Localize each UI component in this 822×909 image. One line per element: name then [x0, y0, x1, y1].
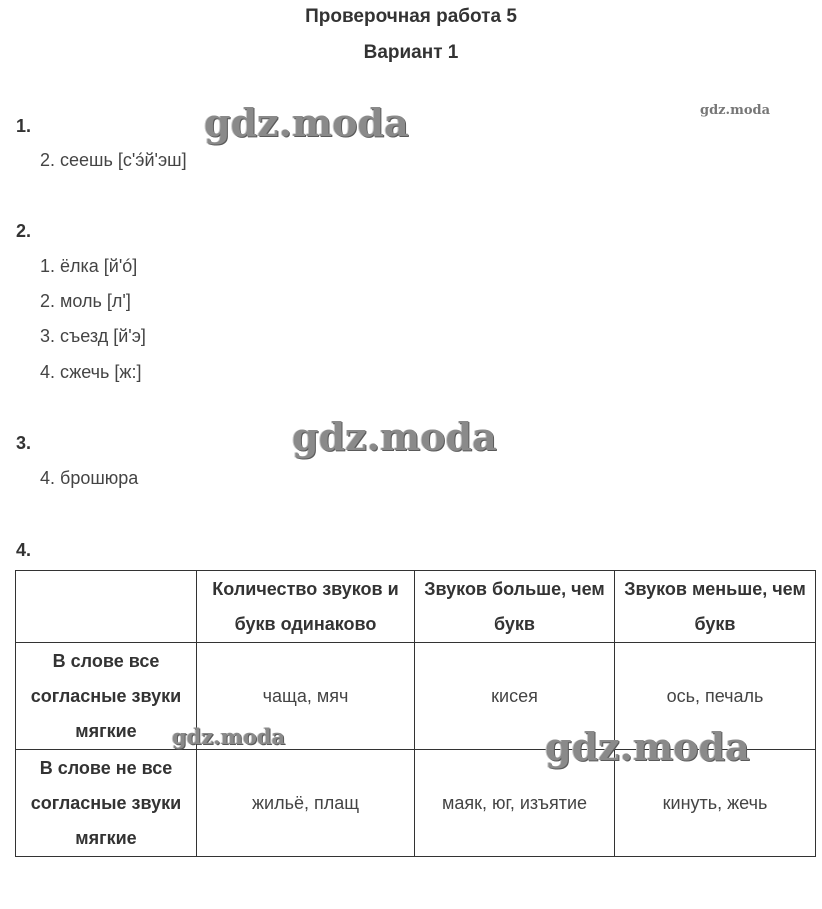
question-4-number: 4. [16, 540, 32, 560]
question-2-answer-4: 4. сжечь [ж:] [40, 362, 142, 382]
question-3-answer: 4. брошюра [40, 468, 139, 488]
document-title: Проверочная работа 5 [305, 6, 517, 27]
question-2-answer-2: 2. моль [л'] [40, 291, 131, 311]
question-2-answer-1: 1. ёлка [й'ó] [40, 256, 138, 276]
table-cell: чаща, мяч [197, 643, 415, 750]
variant-title: Вариант 1 [363, 42, 459, 63]
table-cell: жильё, плащ [197, 750, 415, 857]
watermark-logo: gdz.moda [545, 724, 750, 769]
table-cell: кинуть, жечь [615, 750, 816, 857]
watermark-logo: gdz.moda [292, 414, 497, 459]
table-cell: ось, печаль [615, 643, 816, 750]
table-cell: кисея [415, 643, 615, 750]
question-1-answer: 2. сеешь [с'э́й'эш] [40, 150, 187, 170]
question-3-number: 3. [16, 433, 32, 453]
question-2-number: 2. [16, 221, 32, 241]
sounds-letters-table [15, 570, 816, 857]
question-1-number: 1. [16, 116, 32, 136]
question-2-answer-3: 3. съезд [й'э] [40, 326, 146, 346]
watermark-logo: gdz.moda [700, 103, 771, 118]
table-header-row [16, 571, 816, 643]
table-cell: маяк, юг, изъятие [415, 750, 615, 857]
table-header-more-sounds: Звуков больше, чем букв [415, 571, 615, 643]
table-row-label: В слове не все согласные звуки мягкие [16, 750, 197, 857]
table-row-label: В слове все согласные звуки мягкие [16, 643, 197, 750]
watermark-logo: gdz.moda [172, 724, 286, 749]
table-header-fewer-sounds: Звуков меньше, чем букв [615, 571, 816, 643]
watermark-logo: gdz.moda [204, 100, 409, 145]
table-header-equal: Количество звуков и букв одинаково [197, 571, 415, 643]
table-header-corner [16, 571, 197, 643]
